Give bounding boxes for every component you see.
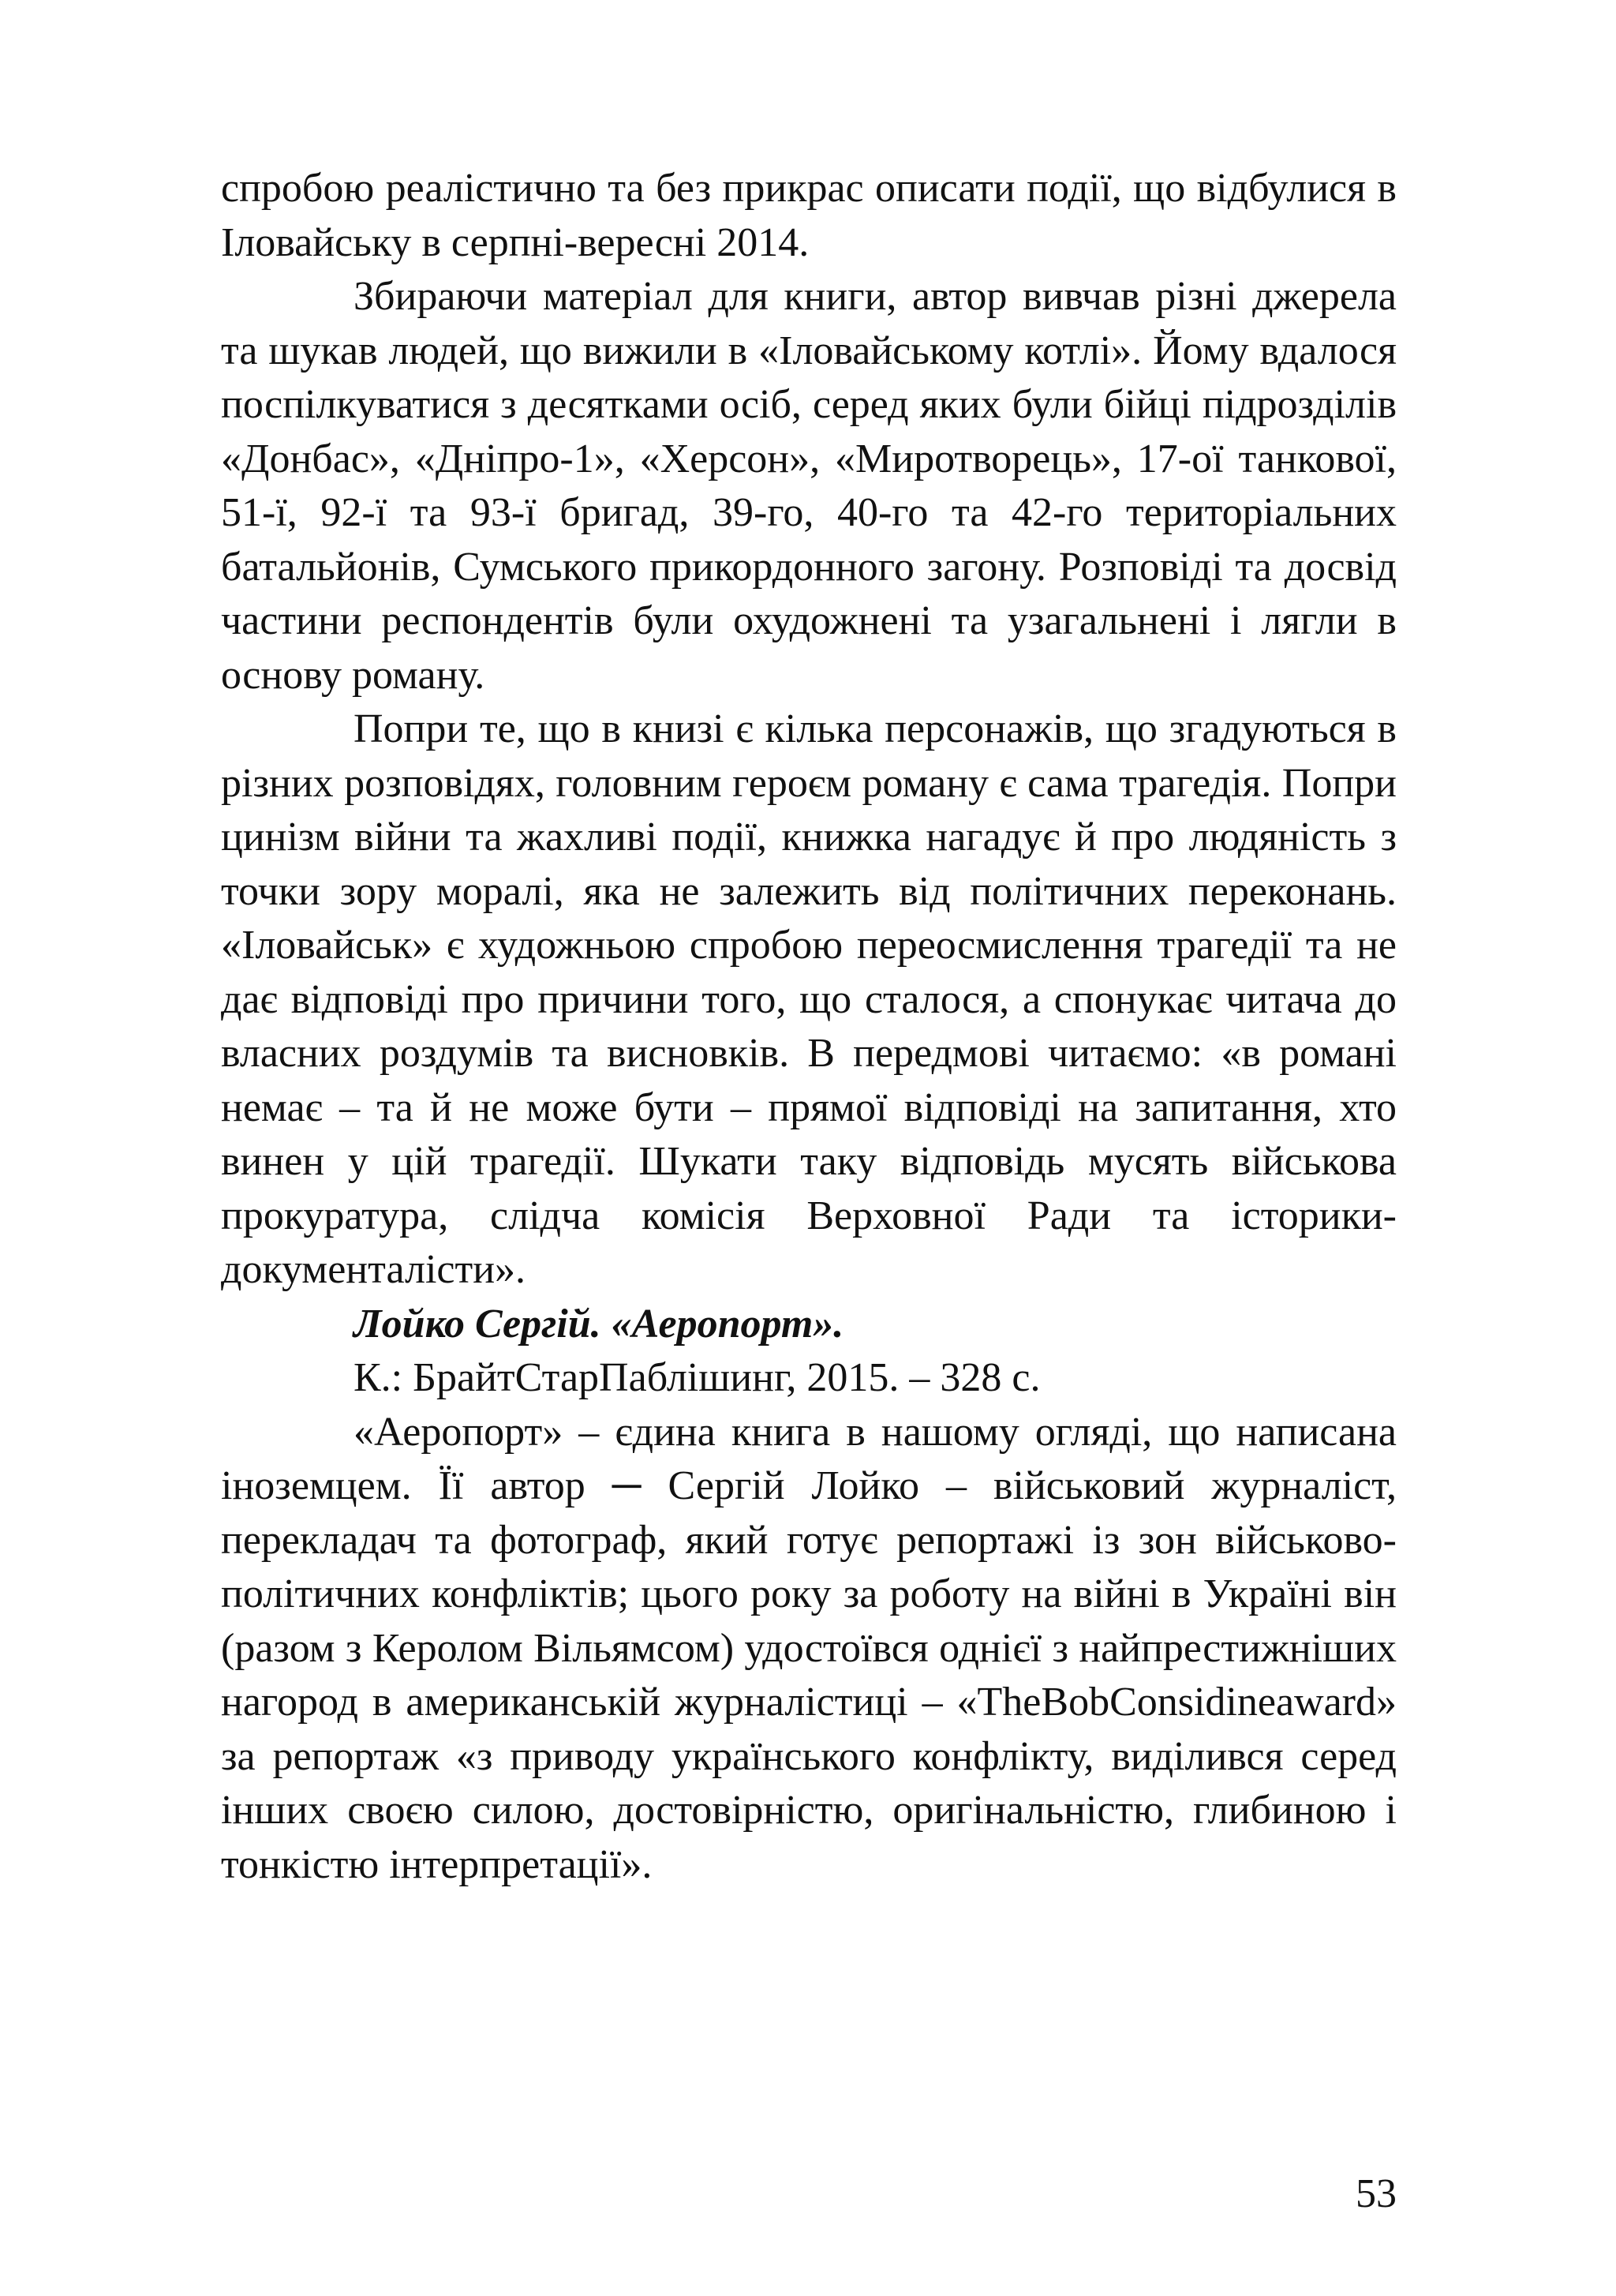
paragraph-continuation: спробою реалістично та без прикрас описати події, що відбулися в Іловайську в серпні-вересні 2014. (221, 166, 1397, 265)
book-heading: Лойко Сергій. «Аеропорт». (354, 1301, 844, 1347)
paragraph-sources: Збираючи матеріал для книги, автор вивчав різні джерела та шукав людей, що вижили в «Іловайському котлі». Йому вдалося поспілкуватися з десятками осіб, серед яких були бійці підрозділів «Донбас», «Дніпро-1», «Херсон», «Миротворець», 17-ої танкової, 51-ї, 92-ї та 93-ї бригад, 39-го, 40-го та 42-го територіальних батальйонів, Сумського прикордонного загону. Розповіді та досвід частини респондентів були охудожнені та узагальнені і лягли в основу роману. (221, 274, 1397, 698)
paragraph-airport: «Аеропорт» – єдина книга в нашому огляді, що написана іноземцем. Її автор ─ Сергій Лойко – військовий журналіст, перекладач та фотограф, який готує репортажі із зон військово-політичних конфліктів; цього року за роботу на війні в Україні він (разом з Керолом Вільямсом) удостоївся однієї з найпрестижніших нагород в американській журналістиці – «TheBobConsidineaward» за репортаж «з приводу українського конфлікту, виділився серед інших своєю силою, достовірністю, оригінальністю, глибиною і тонкістю інтерпретації». (221, 1409, 1397, 1887)
publication-info: К.: БрайтСтарПаблішинг, 2015. – 328 с. (354, 1355, 1041, 1400)
page-number: 53 (1356, 2171, 1397, 2216)
paragraph-tragedy: Попри те, що в книзі є кілька персонажів, що згадуються в різних розповідях, головним героєм роману є сама трагедія. Попри цинізм війни та жахливі події, книжка нагадує й про людяність з точки зору моралі, яка не залежить від політичних переконань. «Іловайськ» є художньою спробою переосмислення трагедії та не дає відповіді про причини того, що сталося, а спонукає читача до власних роздумів та висновків. В передмові читаємо: «в романі немає – та й не може бути – прямої відповіді на запитання, хто винен у цій трагедії. Шукати таку відповідь мусять військова прокуратура, слідча комісія Верховної Ради та історики-документалісти». (221, 706, 1397, 1292)
body-text (221, 162, 1397, 1892)
